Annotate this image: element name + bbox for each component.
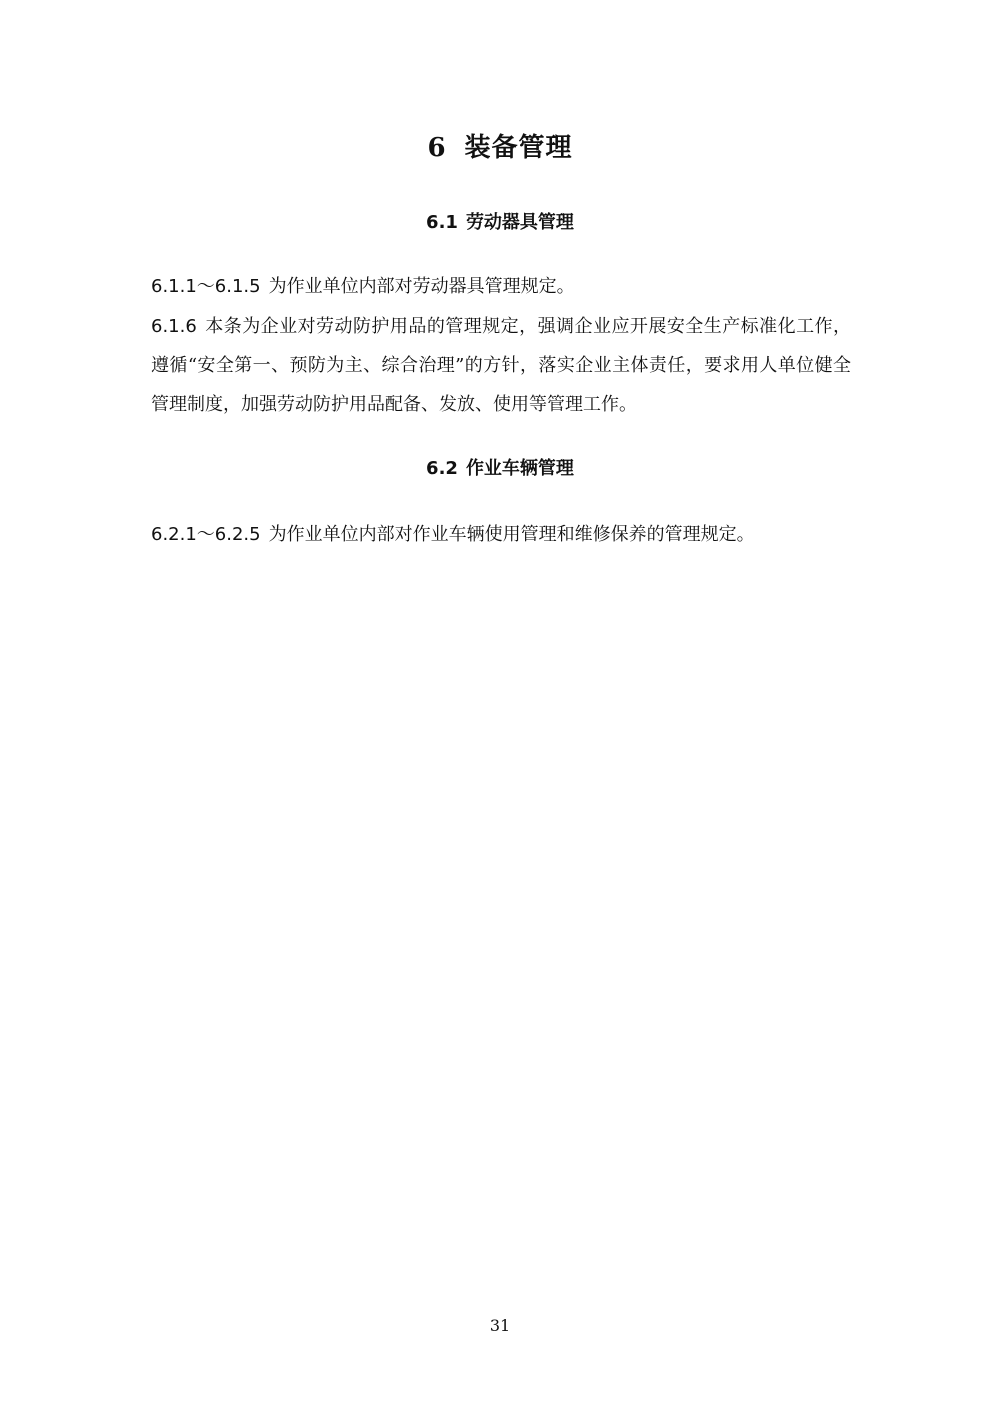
clause-number: 6.1.6 xyxy=(151,316,197,337)
paragraph-6-1-6 xyxy=(151,307,851,424)
paragraph-text: 为作业单位内部对作业车辆使用管理和维修保养的管理规定。 xyxy=(268,524,755,545)
paragraph-text: 为作业单位内部对劳动器具管理规定。 xyxy=(268,276,575,297)
chapter-number: 6 xyxy=(427,133,447,163)
clause-number: 6.2.1～6.2.5 xyxy=(151,524,261,545)
section-title-text: 劳动器具管理 xyxy=(465,212,574,233)
paragraph-6-1-1 xyxy=(151,267,851,306)
section-number: 6.2 xyxy=(426,458,458,479)
section-title-text: 作业车辆管理 xyxy=(465,458,574,479)
chapter-title xyxy=(0,126,1000,170)
page-number: 31 xyxy=(489,1316,511,1335)
paragraph-6-2-1 xyxy=(151,515,851,554)
paragraph-text: 本条为企业对劳动防护用品的管理规定，强调企业应开展安全生产标准化工作，遵循“安全第一、预防为主、综合治理”的方针，落实企业主体责任，要求用人单位健全管理制度，加强劳动防护用品配备、发放、使用等管理工作。 xyxy=(151,316,851,415)
clause-number: 6.1.1～6.1.5 xyxy=(151,276,261,297)
chapter-title-text: 装备管理 xyxy=(464,133,573,163)
section-title-6-1 xyxy=(0,208,1000,238)
section-title-6-2 xyxy=(0,454,1000,484)
section-number: 6.1 xyxy=(426,212,458,233)
